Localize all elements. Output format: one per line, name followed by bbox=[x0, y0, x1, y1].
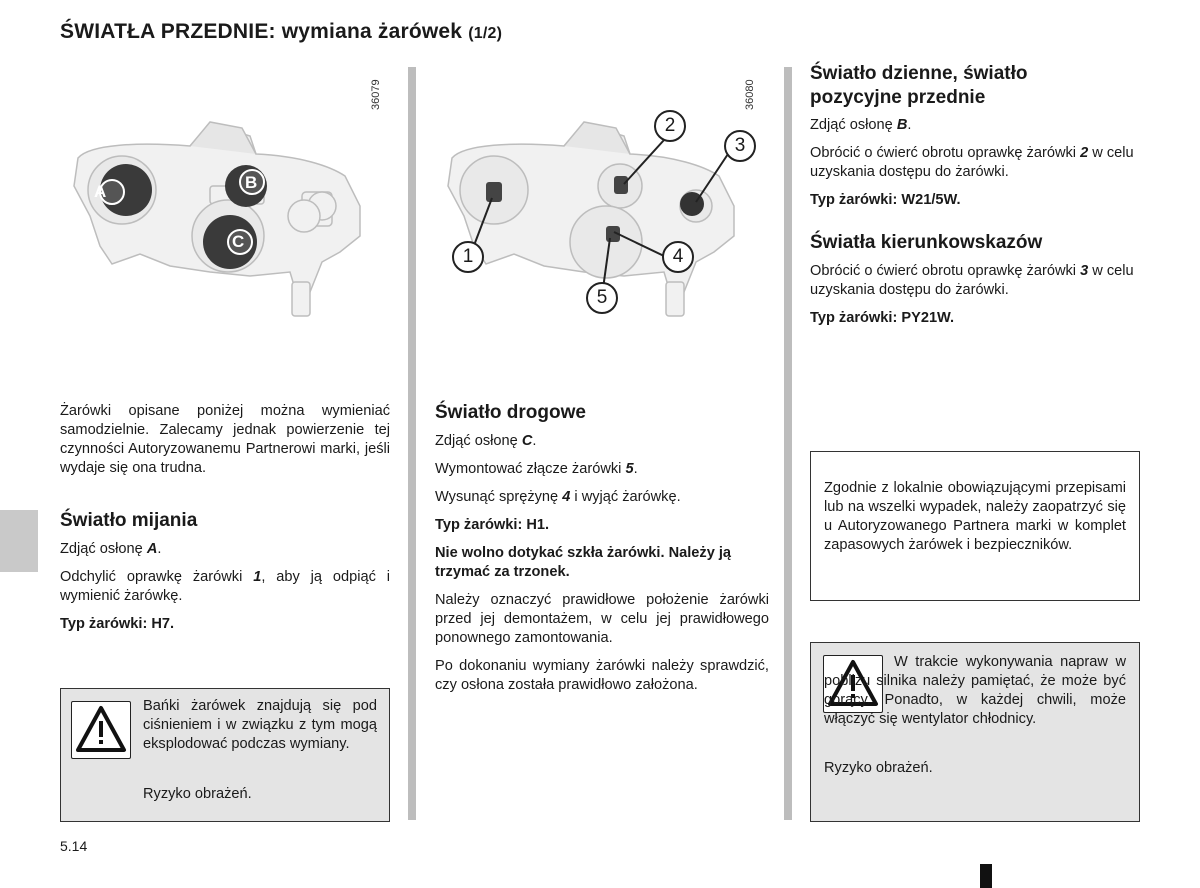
section-heading-daytime: Światło dzienne, światło pozycyjne przednie bbox=[810, 63, 1028, 108]
warning-text-pressure: Bańki żarówek znajdują się pod ciśnieniem i w związku z tym mogą eksplodować podczas wymiany. bbox=[143, 698, 377, 752]
note-text-spares: Zgodnie z lokalnie obowiązującymi przepisami lub na wszelki wypadek, należy zaopatrzyć się u Autoryzowanego Partnera marki w komplet zapasowych żarówek i bezpieczników. bbox=[824, 480, 1126, 553]
headlight-drawing-left bbox=[60, 66, 400, 336]
callout-5: 5 bbox=[586, 282, 618, 314]
warning-risk-engine: Ryzyko obrażeń. bbox=[824, 760, 933, 776]
high-beam-note-2: Po dokonaniu wymiany żarówki należy sprawdzić, czy osłona została prawidłowo założona. bbox=[435, 658, 769, 693]
daytime-step-1: Zdjąć osłonę B. bbox=[810, 117, 912, 133]
column-divider-right bbox=[784, 67, 792, 820]
callout-2: 2 bbox=[654, 110, 686, 142]
low-beam-step-1: Zdjąć osłonę A. bbox=[60, 541, 162, 557]
indicator-bulb-type: Typ żarówki: PY21W. bbox=[810, 310, 955, 326]
warning-text-engine: W trakcie wykonywania napraw w pobliżu silnika należy pamiętać, że może być gorący. Ponadto, w każdej chwili, może włączyć się wentylator chłodnicy. bbox=[824, 654, 1126, 727]
column-3 bbox=[810, 62, 1140, 328]
callout-A: A bbox=[94, 182, 107, 201]
section-heading-indicators: Światła kierunkowskazów bbox=[810, 232, 1043, 253]
page-title-text: ŚWIATŁA PRZEDNIE: wymiana żarówek bbox=[60, 20, 463, 43]
low-beam-bulb-type: Typ żarówki: H7. bbox=[60, 616, 175, 632]
high-beam-step-3: Wysunąć sprężynę 4 i wyjąć żarówkę. bbox=[435, 489, 681, 505]
callout-4: 4 bbox=[662, 241, 694, 273]
warning-box-engine bbox=[810, 642, 1140, 822]
page-title-part: (1/2) bbox=[468, 25, 503, 42]
section-heading-low-beam: Światło mijania bbox=[60, 510, 198, 531]
callout-3: 3 bbox=[724, 130, 756, 162]
high-beam-step-2: Wymontować złącze żarówki 5. bbox=[435, 461, 638, 477]
column-1 bbox=[60, 402, 390, 634]
callout-C: C bbox=[232, 232, 245, 251]
warning-risk-pressure: Ryzyko obrażeń. bbox=[143, 786, 252, 802]
headlight-figure-left bbox=[60, 66, 400, 336]
high-beam-caution: Nie wolno dotykać szkła żarówki. Należy ją trzymać za trzonek. bbox=[435, 545, 732, 580]
column-2 bbox=[435, 402, 769, 695]
note-box-spares bbox=[810, 451, 1140, 601]
section-heading-high-beam: Światło drogowe bbox=[435, 402, 586, 423]
daytime-bulb-type: Typ żarówki: W21/5W. bbox=[810, 192, 961, 208]
page-corner-mark bbox=[980, 864, 992, 888]
intro-paragraph: Żarówki opisane poniżej można wymieniać samodzielnie. Zalecamy jednak powierzenie tej czynności Autoryzowanemu Partnerowi marki, jeśli wydaje się ona trudna. bbox=[60, 403, 390, 476]
high-beam-step-1: Zdjąć osłonę C. bbox=[435, 433, 537, 449]
column-divider-left bbox=[408, 67, 416, 820]
warning-icon bbox=[71, 701, 131, 759]
warning-box-pressure bbox=[60, 688, 390, 822]
low-beam-step-2: Odchylić oprawkę żarówki 1, aby ją odpiąć i wymienić żarówkę. bbox=[60, 569, 390, 604]
callout-B: B bbox=[245, 173, 258, 192]
figure-code-left: 36079 bbox=[370, 79, 382, 110]
page-number: 5.14 bbox=[60, 838, 88, 854]
figure-code-center: 36080 bbox=[744, 79, 756, 110]
high-beam-bulb-type: Typ żarówki: H1. bbox=[435, 517, 550, 533]
high-beam-note-1: Należy oznaczyć prawidłowe położenie żarówki przed jej demontażem, w celu jej prawidłowego ponownego zamontowania. bbox=[435, 592, 769, 646]
daytime-step-2: Obrócić o ćwierć obrotu oprawkę żarówki 2 w celu uzyskania dostępu do żarówki. bbox=[810, 145, 1134, 180]
chapter-tab bbox=[0, 510, 38, 572]
page-title bbox=[60, 20, 502, 44]
indicator-step-1: Obrócić o ćwierć obrotu oprawkę żarówki 3 w celu uzyskania dostępu do żarówki. bbox=[810, 263, 1134, 298]
callout-1: 1 bbox=[452, 241, 484, 273]
headlight-figure-center bbox=[434, 66, 774, 336]
